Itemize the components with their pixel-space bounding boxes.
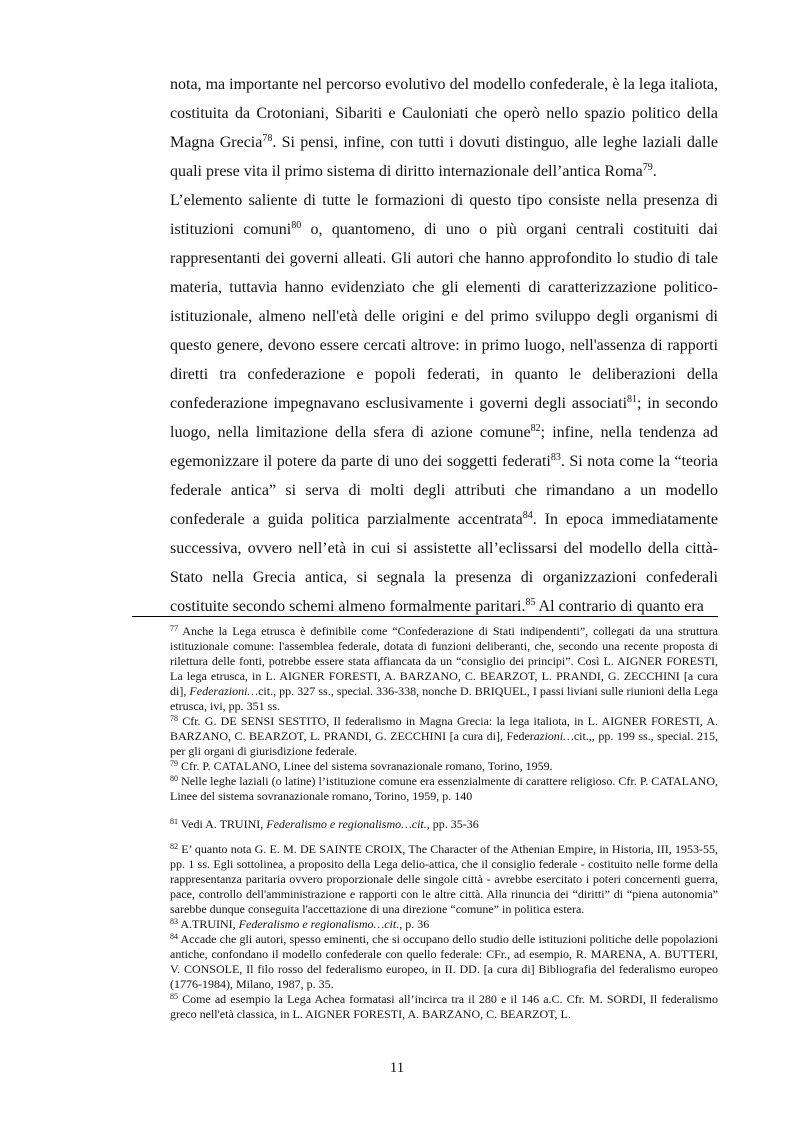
footnote-ref: 81 <box>170 817 178 826</box>
text-run: cit., pp. 327 ss., special. 336-338, nonche D. BRIQUEL, I passi liviani sulle riunioni della Lega etrusca, ivi, pp. 351 ss. <box>170 684 718 713</box>
text-run: Come ad esempio la Lega Achea formatasi all’incirca tra il 280 e il 146 a.C. Cfr. M. SORDI, Il federalismo greco nell'età classica, in L. AIGNER FORESTI, A. BARZANO, C. BEARZOT, L. <box>170 992 718 1021</box>
italic-text: Federalismo e regionalismo…cit. <box>238 917 400 931</box>
paragraph <box>170 70 718 186</box>
footnote <box>170 817 718 832</box>
italic-text: azioni… <box>533 729 574 743</box>
text-run: ; infine, nella tendenza ad egemonizzare il potere da parte di uno dei soggetti federati <box>170 424 719 470</box>
footnote <box>170 932 718 992</box>
text-run: Anche la Lega etrusca è definibile come “Confederazione di Stati indipendenti”, collegati da una struttura istituzionale comune: l'assemblea federale, dotata di funzioni deliberanti, che, secondo una recente proposta di rilettura delle fonti, potrebbe essere stata affiancata da un “consiglio dei principi”. Così L. AIGNER FORESTI, La lega etrusca, in L. AIGNER FORESTI, A. BARZANO, C. BEARZOT, L. PRANDI, G. ZECCHINI [a cura di], <box>170 624 718 698</box>
page-number: 11 <box>389 1060 405 1076</box>
footnote-ref: 84 <box>170 932 178 941</box>
footnote-ref: 83 <box>170 917 178 926</box>
text-run: . <box>652 163 657 180</box>
footnote-ref: 78 <box>170 714 178 723</box>
text-run: Accade che gli autori, spesso eminenti, che si occupano dello studio delle istituzioni politiche delle popolazioni antiche, confondano il modello confederale con quello federale: CFr., ad esempio, R. MARENA, A. BUTTERI, V. CONSOLE, Il filo rosso del federalismo europeo, in II. DD. [a cura di] Bibliografia del federalismo europeo (1776-1984), Milano, 1987, p. 35. <box>170 932 718 991</box>
footnote-ref: 85 <box>170 992 178 1001</box>
footnote <box>170 992 718 1022</box>
text-run: , p. 36 <box>399 917 430 931</box>
text-run: o, quantomeno, di uno o più organi centrali costituiti dai rappresentanti dei governi alleati. Gli autori che hanno approfondito lo studio di tale materia, tuttavia hanno evidenziato che gli elementi di caratterizzazione politico-istituzionale, almeno nell'età delle origini e del primo sviluppo degli organismi di questo genere, devono essere cercati altrove: in primo luogo, nell'assenza di rapporti diretti tra confederazione e popoli federati, in quanto le deliberazioni della confederazione impegnavano esclusivamente i governi degli associati <box>170 221 718 412</box>
footnote-ref: 78 <box>262 133 273 144</box>
footnote <box>170 759 718 774</box>
text-run: Vedi A. TRUINI, <box>178 817 267 831</box>
paragraph <box>170 186 718 621</box>
footnote-ref: 77 <box>170 624 178 633</box>
footnote-ref: 79 <box>642 162 653 173</box>
text-run: E’ quanto nota G. E. M. DE SAINTE CROIX, The Character of the Athenian Empire, in Historia, III, 1953-55, pp. 1 ss. Egli sottolinea, a proposito della Lega delio-attica, che il consiglio federale - costituito nelle forme della rappresentanza paritaria ovvero proporzionale delle singole città - avrebbe esercitato i poteri concernenti guerra, pace, controllo dell'amministrazione e rapporti con le altre città. Alla rinuncia dei “diritti” di “piena autonomia” sarebbe dunque conseguita l'accettazione di una direzione “comune” in politica estera. <box>170 842 718 916</box>
footnote-ref: 80 <box>170 774 178 783</box>
footnote <box>170 917 718 932</box>
text-run: L’elemento saliente di tutte le formazioni di questo tipo consiste nella presenza di istituzioni comuni <box>170 192 718 238</box>
text-run: , pp. 35-36 <box>426 817 479 831</box>
text-run: . Si pensi, infine, con tutti i dovuti distinguo, alle leghe laziali dalle quali prese vita il primo sistema di diritto internazionale dell’antica Roma <box>170 134 719 180</box>
text-run: . Si nota come la “teoria federale antica” si serva di molti degli attributi che rimandano a un modello confederale a guida politica parzialmente accentrata <box>170 453 719 528</box>
footnote-ref: 85 <box>525 597 536 608</box>
footnote-ref: 79 <box>170 759 178 768</box>
text-run: Al contrario di quanto era <box>535 598 704 615</box>
text-run: ; in secondo luogo, nella limitazione della sfera di azione comune <box>170 395 718 441</box>
footnotes <box>170 624 718 1022</box>
footnote <box>170 774 718 804</box>
footnote <box>170 714 718 759</box>
text-run: A.TRUINI, <box>178 917 239 931</box>
footnote-ref: 82 <box>530 423 541 434</box>
text-run: Cfr. G. DE SENSI SESTITO, Il federalismo in Magna Grecia: la lega italiota, in L. AIGNER FORESTI, A. BARZANO, C. BEARZOT, L. PRANDI, G. ZECCHINI [a cura di], Feder <box>170 714 718 743</box>
text-run: Nelle leghe laziali (o latine) l’istituzione comune era essenzialmente di carattere religioso. Cfr. P. CATALANO, Linee del sistema sovranazionale romano, Torino, 1959, p. 140 <box>170 774 718 803</box>
text-run: nota, ma importante nel percorso evolutivo del modello confederale, è la lega italiota, costituita da Crotoniani, Sibariti e Cauloniati che operò nello spazio politico della Magna Grecia <box>170 76 718 151</box>
footnote-ref: 84 <box>522 510 533 521</box>
text-run: Cfr. P. CATALANO, Linee del sistema sovranazionale romano, Torino, 1959. <box>178 759 553 773</box>
footnote <box>170 842 718 917</box>
body-text <box>170 70 718 621</box>
footnote-ref: 82 <box>170 842 178 851</box>
footnote <box>170 624 718 714</box>
text-run: cit.,, pp. 199 ss., special. 215, per gli organi di giurisdizione federale. <box>170 729 718 758</box>
text-run: . In epoca immediatamente successiva, ovvero nell’età in cui si assistette all’eclissarsi del modello della città-Stato nella Grecia antica, si segnala la presenza di organizzazioni confederali costituite secondo schemi almeno formalmente paritari. <box>170 511 718 615</box>
footnote-separator <box>132 616 718 617</box>
italic-text: Federalismo e regionalismo…cit. <box>266 817 427 831</box>
footnote-ref: 83 <box>550 452 561 463</box>
footnote-ref: 81 <box>627 394 638 405</box>
italic-text: Federazioni… <box>189 684 259 698</box>
footnote-ref: 80 <box>291 220 302 231</box>
